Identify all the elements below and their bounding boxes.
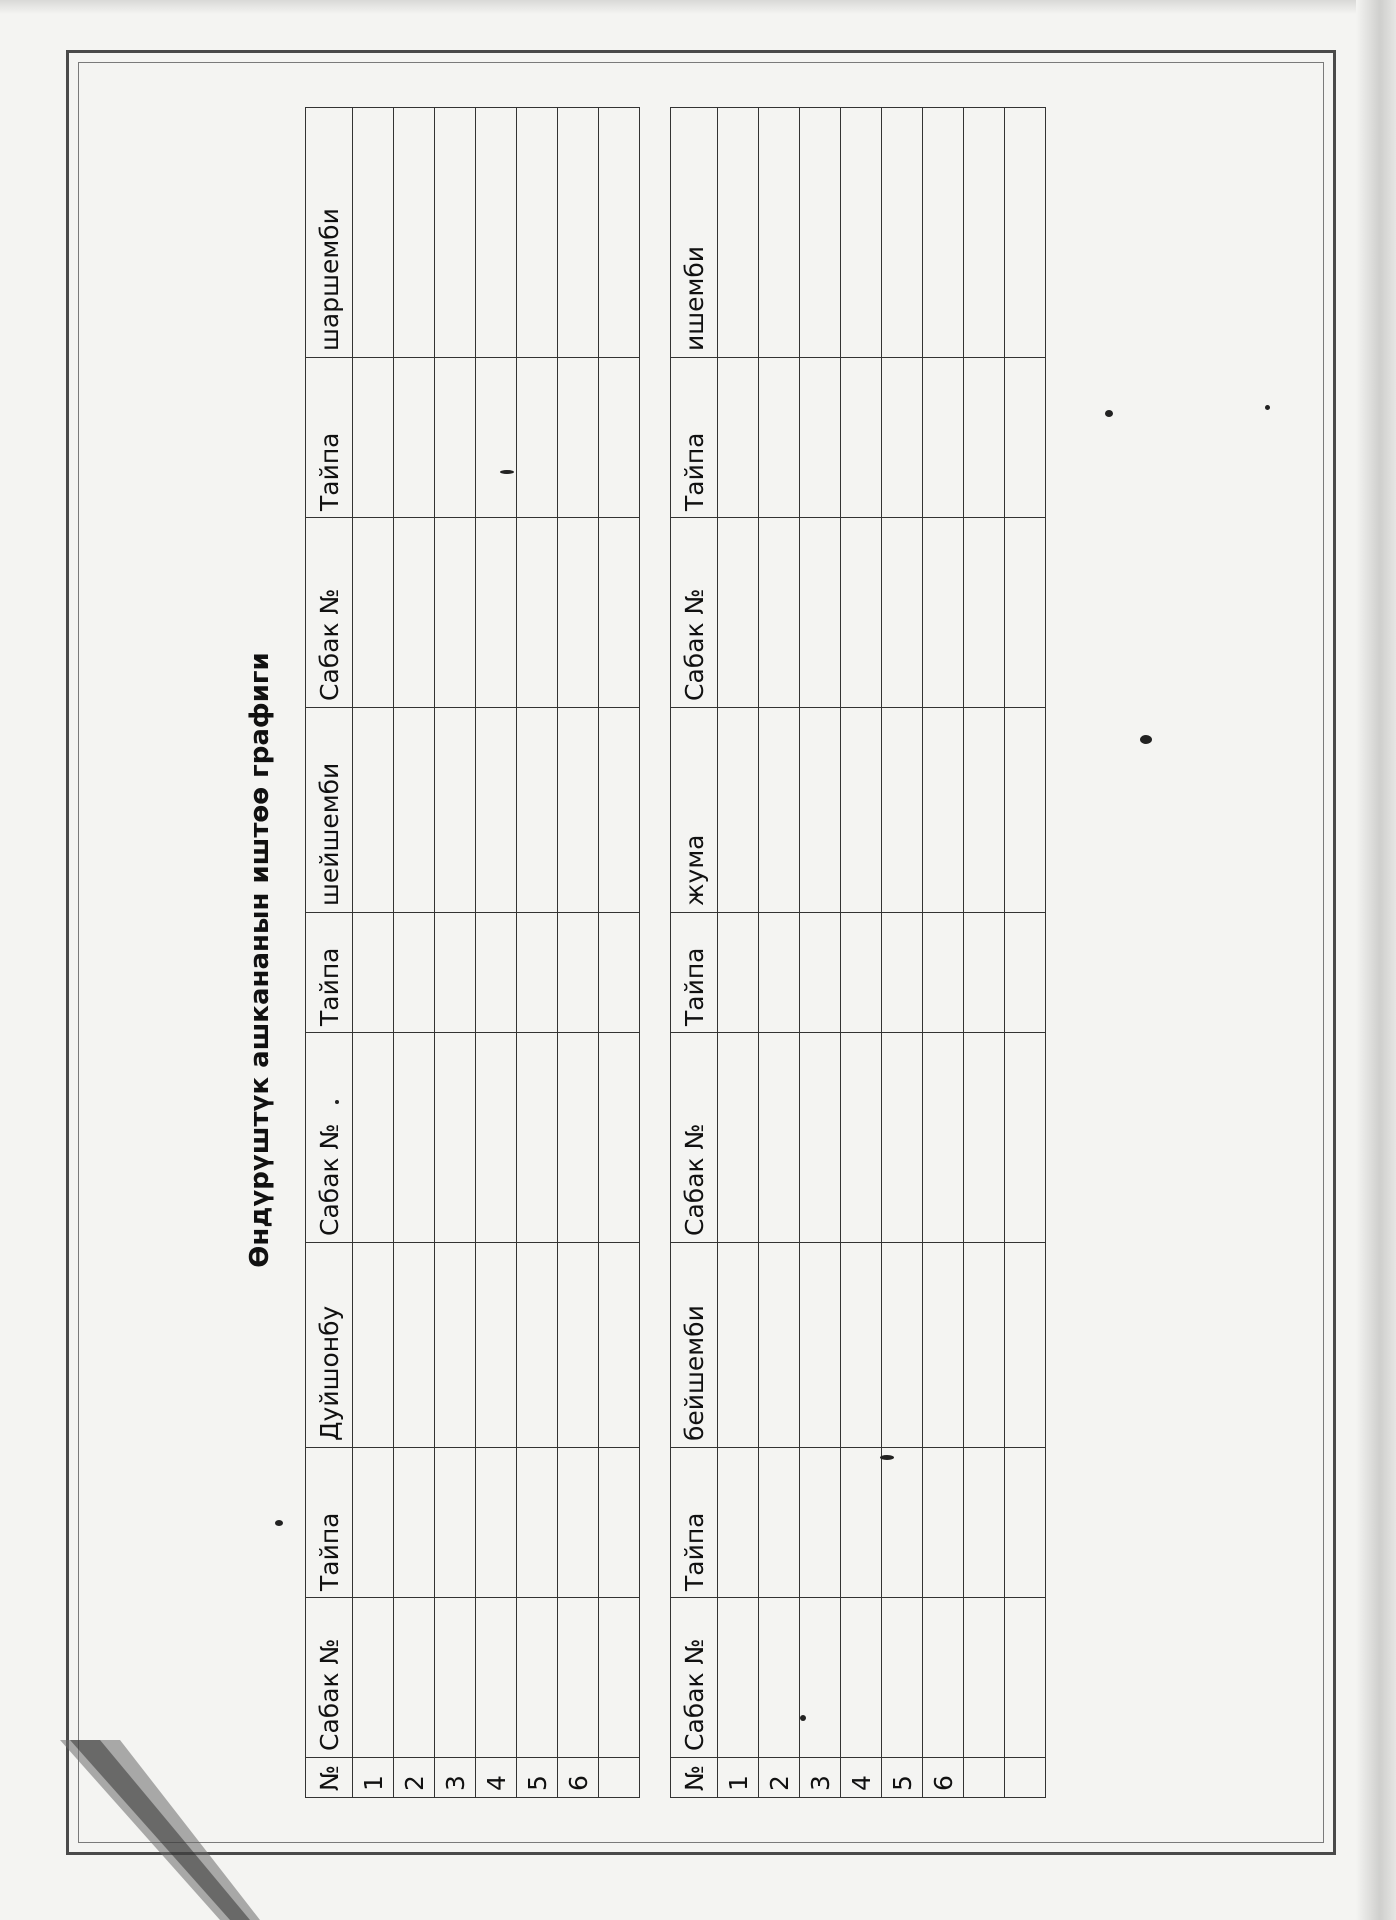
table-row xyxy=(599,108,640,1798)
col-number: № xyxy=(306,1758,353,1798)
scan-speck xyxy=(1265,405,1270,410)
table-row xyxy=(718,108,759,1798)
col-thursday: бейшемби xyxy=(671,1243,718,1448)
col-friday: жума xyxy=(671,708,718,913)
row-number: 4 xyxy=(476,1758,517,1798)
rotated-sheet xyxy=(230,100,1370,1820)
table-row xyxy=(517,108,558,1798)
row-number: 3 xyxy=(800,1758,841,1798)
col-group: Тайпа xyxy=(306,913,353,1033)
row-number: 3 xyxy=(435,1758,476,1798)
table-row xyxy=(558,108,599,1798)
col-monday: Дуйшонбу xyxy=(306,1243,353,1448)
table-row xyxy=(476,108,517,1798)
col-lesson-number: Сабак № xyxy=(306,1598,353,1758)
row-number: 2 xyxy=(394,1758,435,1798)
col-lesson-number: Сабак № xyxy=(306,518,353,708)
col-wednesday: шаршемби xyxy=(306,108,353,358)
col-lesson-number: Сабак № xyxy=(306,1033,353,1243)
table-row xyxy=(435,108,476,1798)
col-lesson-number: Сабак № xyxy=(671,1033,718,1243)
col-group: Тайпа xyxy=(306,1448,353,1598)
schedule-table-2 xyxy=(670,107,1046,1798)
table-row xyxy=(841,108,882,1798)
col-lesson-number: Сабак № xyxy=(671,1598,718,1758)
scan-speck xyxy=(335,1100,339,1104)
row-number xyxy=(964,1758,1005,1798)
col-group: Тайпа xyxy=(671,913,718,1033)
row-number: 4 xyxy=(841,1758,882,1798)
corner-fold-shadow xyxy=(60,1740,260,1920)
col-group: Тайпа xyxy=(671,1448,718,1598)
schedule-table-1 xyxy=(305,107,640,1798)
col-lesson-number: Сабак № xyxy=(671,518,718,708)
table-row xyxy=(964,108,1005,1798)
col-sunday: ишемби xyxy=(671,108,718,358)
scan-speck xyxy=(1140,735,1152,744)
table-row xyxy=(882,108,923,1798)
table-row xyxy=(353,108,394,1798)
scan-speck xyxy=(500,470,514,474)
scan-speck xyxy=(1105,410,1113,417)
row-number: 1 xyxy=(718,1758,759,1798)
scan-speck xyxy=(800,1715,806,1721)
col-number: № xyxy=(671,1758,718,1798)
table-row xyxy=(759,108,800,1798)
row-number xyxy=(599,1758,640,1798)
row-number: 6 xyxy=(558,1758,599,1798)
row-number: 6 xyxy=(923,1758,964,1798)
col-group: Тайпа xyxy=(306,358,353,518)
scan-speck xyxy=(880,1455,894,1460)
table-row xyxy=(800,108,841,1798)
col-group: Тайпа xyxy=(671,358,718,518)
table-1-header-row xyxy=(306,108,353,1798)
scan-edge-top xyxy=(0,0,1396,14)
scan-speck xyxy=(275,1520,283,1526)
table-row xyxy=(1005,108,1046,1798)
row-number xyxy=(1005,1758,1046,1798)
row-number: 1 xyxy=(353,1758,394,1798)
row-number: 2 xyxy=(759,1758,800,1798)
table-2-header-row xyxy=(671,108,718,1798)
table-row xyxy=(394,108,435,1798)
page-title: Өндүрүштүк ашкананын иштөө графиги xyxy=(245,652,275,1268)
table-row xyxy=(923,108,964,1798)
row-number: 5 xyxy=(882,1758,923,1798)
col-tuesday: шейшемби xyxy=(306,708,353,913)
row-number: 5 xyxy=(517,1758,558,1798)
